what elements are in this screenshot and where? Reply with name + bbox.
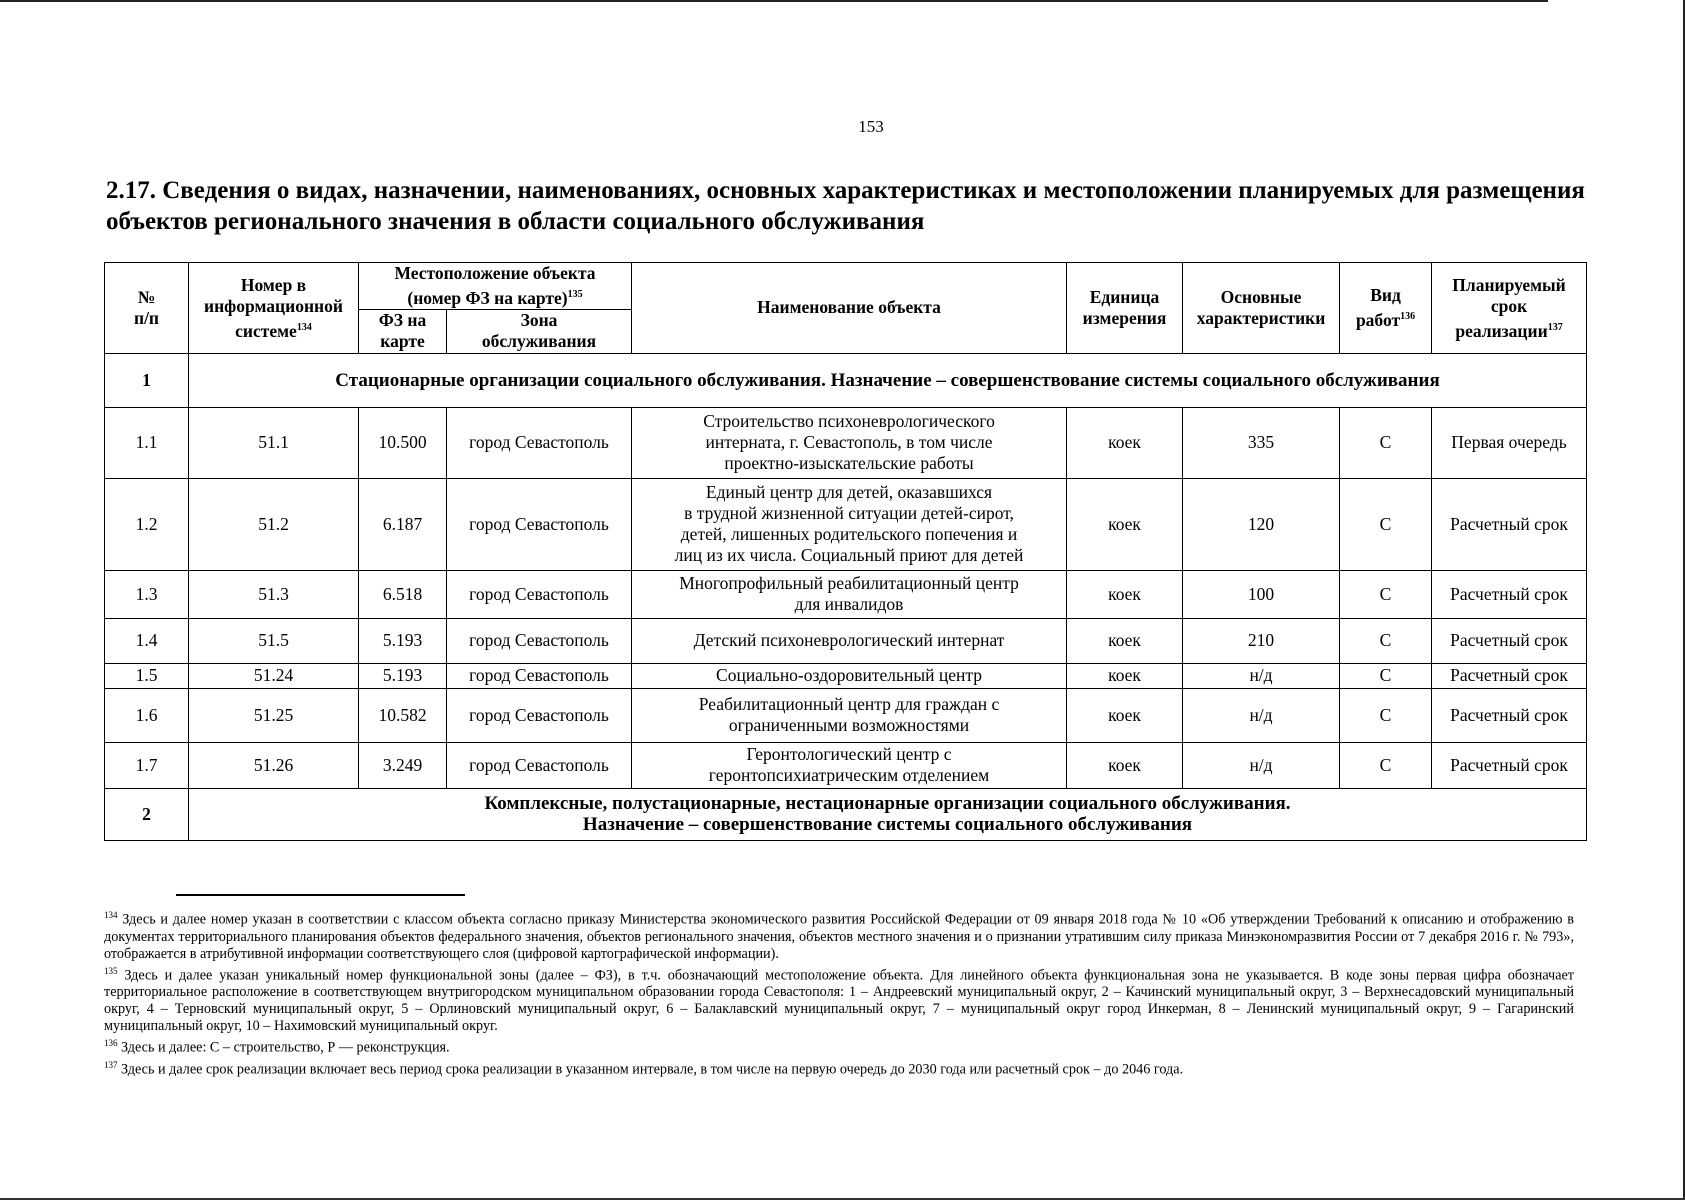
row-term: Расчетный срок xyxy=(1432,570,1587,618)
row-num: 1.2 xyxy=(105,478,189,570)
header-unit: Единица измерения xyxy=(1067,263,1183,354)
row-info-number: 51.26 xyxy=(189,742,359,788)
row-object-name: Геронтологический центр с геронтопсихиатрическим отделением xyxy=(632,742,1067,788)
table-row xyxy=(105,663,1587,688)
row-work-type: С xyxy=(1340,570,1432,618)
section-row-2 xyxy=(105,788,1587,840)
row-work-type: С xyxy=(1340,407,1432,478)
scan-top-edge xyxy=(0,0,1548,2)
header-info-system: Номер в информационной системе$^{134}$ xyxy=(189,263,359,354)
row-num: 1.1 xyxy=(105,407,189,478)
row-fz: 10.500 xyxy=(359,407,447,478)
row-term: Расчетный срок xyxy=(1432,742,1587,788)
row-work-type: С xyxy=(1340,688,1432,742)
page-number: 153 xyxy=(858,117,884,136)
row-work-type: С xyxy=(1340,618,1432,663)
row-info-number: 51.2 xyxy=(189,478,359,570)
row-num: 1.6 xyxy=(105,688,189,742)
footnote-136: $^{136}$ Здесь и далее: С – строительство, Р — реконструкция. xyxy=(104,1038,450,1057)
row-fz: 6.518 xyxy=(359,570,447,618)
row-object-name: Многопрофильный реабилитационный центр для инвалидов xyxy=(632,570,1067,618)
section-title-1: Стационарные организации социального обслуживания. Назначение – совершенствование системы социального обслуживания xyxy=(189,353,1587,407)
row-term: Расчетный срок xyxy=(1432,478,1587,570)
header-term: Планируемый срок реализации$^{137}$ xyxy=(1432,263,1587,354)
row-zone: город Севастополь xyxy=(447,742,632,788)
row-info-number: 51.1 xyxy=(189,407,359,478)
table-row xyxy=(105,570,1587,618)
row-zone: город Севастополь xyxy=(447,478,632,570)
row-work-type: С xyxy=(1340,478,1432,570)
table-row xyxy=(105,478,1587,570)
row-info-number: 51.25 xyxy=(189,688,359,742)
row-unit: коек xyxy=(1067,742,1183,788)
table-row xyxy=(105,618,1587,663)
row-characteristics: н/д xyxy=(1183,663,1340,688)
row-unit: коек xyxy=(1067,407,1183,478)
row-characteristics: 210 xyxy=(1183,618,1340,663)
header-work-type: Вид работ$^{136}$ xyxy=(1340,263,1432,354)
row-unit: коек xyxy=(1067,570,1183,618)
header-location: Местоположение объекта (номер ФЗ на карте)$^{135}$ xyxy=(359,263,632,310)
footnote-137: $^{137}$ Здесь и далее срок реализации включает весь период срока реализации в указанном интервале, в том числе на первую очередь до 2030 года или расчетный срок – до 2046 года. xyxy=(104,1060,1184,1078)
row-num: 1.3 xyxy=(105,570,189,618)
table-row xyxy=(105,742,1587,788)
row-zone: город Севастополь xyxy=(447,407,632,478)
row-num: 1.7 xyxy=(105,742,189,788)
row-term: Расчетный срок xyxy=(1432,618,1587,663)
row-object-name: Детский психоневрологический интернат xyxy=(632,618,1067,663)
table-row xyxy=(105,407,1587,478)
row-zone: город Севастополь xyxy=(447,663,632,688)
row-characteristics: 100 xyxy=(1183,570,1340,618)
row-zone: город Севастополь xyxy=(447,688,632,742)
row-num: 1.5 xyxy=(105,663,189,688)
header-fz: ФЗ на карте xyxy=(359,309,447,353)
footnote-separator xyxy=(176,894,465,896)
row-fz: 3.249 xyxy=(359,742,447,788)
row-term: Расчетный срок xyxy=(1432,688,1587,742)
section-title-2: Комплексные, полустационарные, нестационарные организации социального обслуживания. Назначение – совершенствование системы социального обслуживания xyxy=(189,788,1587,840)
row-fz: 5.193 xyxy=(359,663,447,688)
row-unit: коек xyxy=(1067,618,1183,663)
row-info-number: 51.3 xyxy=(189,570,359,618)
footnote-134: $^{134}$ Здесь и далее номер указан в соответствии с классом объекта согласно приказу Министерства экономического развития Российской Федерации от 09 января 2018 года № 10 «Об утверждении Требований к описанию и отображению в документах территориального планирования объектов федерального значения, объектов регионального значения, объектов местного значения и о признании утратившим силу приказа Минэкономразвития России от 7 декабря 2016 г. № 793», отображается в атрибутивной информации соответствующего слоя (цифровой картографической информации). xyxy=(104,910,1574,962)
row-num: 1.4 xyxy=(105,618,189,663)
row-unit: коек xyxy=(1067,663,1183,688)
header-num: № п/п xyxy=(105,263,189,354)
row-fz: 10.582 xyxy=(359,688,447,742)
row-characteristics: н/д xyxy=(1183,688,1340,742)
row-term: Первая очередь xyxy=(1432,407,1587,478)
header-row-1 xyxy=(105,263,1587,310)
row-object-name: Строительство психоневрологического интерната, г. Севастополь, в том числе проектно-изыскательские работы xyxy=(632,407,1067,478)
row-info-number: 51.5 xyxy=(189,618,359,663)
row-characteristics: 335 xyxy=(1183,407,1340,478)
section-row-1 xyxy=(105,353,1587,407)
section-title: 2.17. Сведения о видах, назначении, наименованиях, основных характеристиках и местоположении планируемых для размещения объектов регионального значения в области социального обслуживания xyxy=(106,177,1585,235)
table-row xyxy=(105,688,1587,742)
row-characteristics: н/д xyxy=(1183,742,1340,788)
footnotes xyxy=(104,907,1574,1079)
row-object-name: Реабилитационный центр для граждан с ограниченными возможностями xyxy=(632,688,1067,742)
header-name: Наименование объекта xyxy=(632,263,1067,354)
row-term: Расчетный срок xyxy=(1432,663,1587,688)
row-characteristics: 120 xyxy=(1183,478,1340,570)
footnote-135: $^{135}$ Здесь и далее указан уникальный номер функциональной зоны (далее – ФЗ), в т.ч. обозначающий местоположение объекта. Для линейного объекта функциональная зона не указывается. В коде зоны первая цифра обозначает территориальное расположение в соответствующем внутригородском муниципальном образовании города Севастополя: 1 – Андреевский муниципальный округ, 2 – Качинский муниципальный округ, 3 – Верхнесадовский муниципальный округ, 4 – Терновский муниципальный округ, 5 – Орлиновский муниципальный округ, 6 – Балаклавский муниципальный округ, 7 – муниципальный округ город Инкерман, 8 – Ленинский муниципальный округ, 9 – Гагаринский муниципальный округ, 10 – Нахимовский муниципальный округ. xyxy=(104,965,1574,1035)
row-zone: город Севастополь xyxy=(447,570,632,618)
row-unit: коек xyxy=(1067,688,1183,742)
row-fz: 6.187 xyxy=(359,478,447,570)
row-object-name: Единый центр для детей, оказавшихся в трудной жизненной ситуации детей-сирот, детей, лишенных родительского попечения и лиц из их числа. Социальный приют для детей xyxy=(632,478,1067,570)
row-fz: 5.193 xyxy=(359,618,447,663)
row-work-type: С xyxy=(1340,742,1432,788)
row-object-name: Социально-оздоровительный центр xyxy=(632,663,1067,688)
objects-table xyxy=(104,262,1587,841)
row-unit: коек xyxy=(1067,478,1183,570)
row-zone: город Севастополь xyxy=(447,618,632,663)
header-characteristics: Основные характеристики xyxy=(1183,263,1340,354)
section-num: 1 xyxy=(105,353,189,407)
row-work-type: С xyxy=(1340,663,1432,688)
row-info-number: 51.24 xyxy=(189,663,359,688)
header-zone: Зона обслуживания xyxy=(447,309,632,353)
section-num: 2 xyxy=(105,788,189,840)
